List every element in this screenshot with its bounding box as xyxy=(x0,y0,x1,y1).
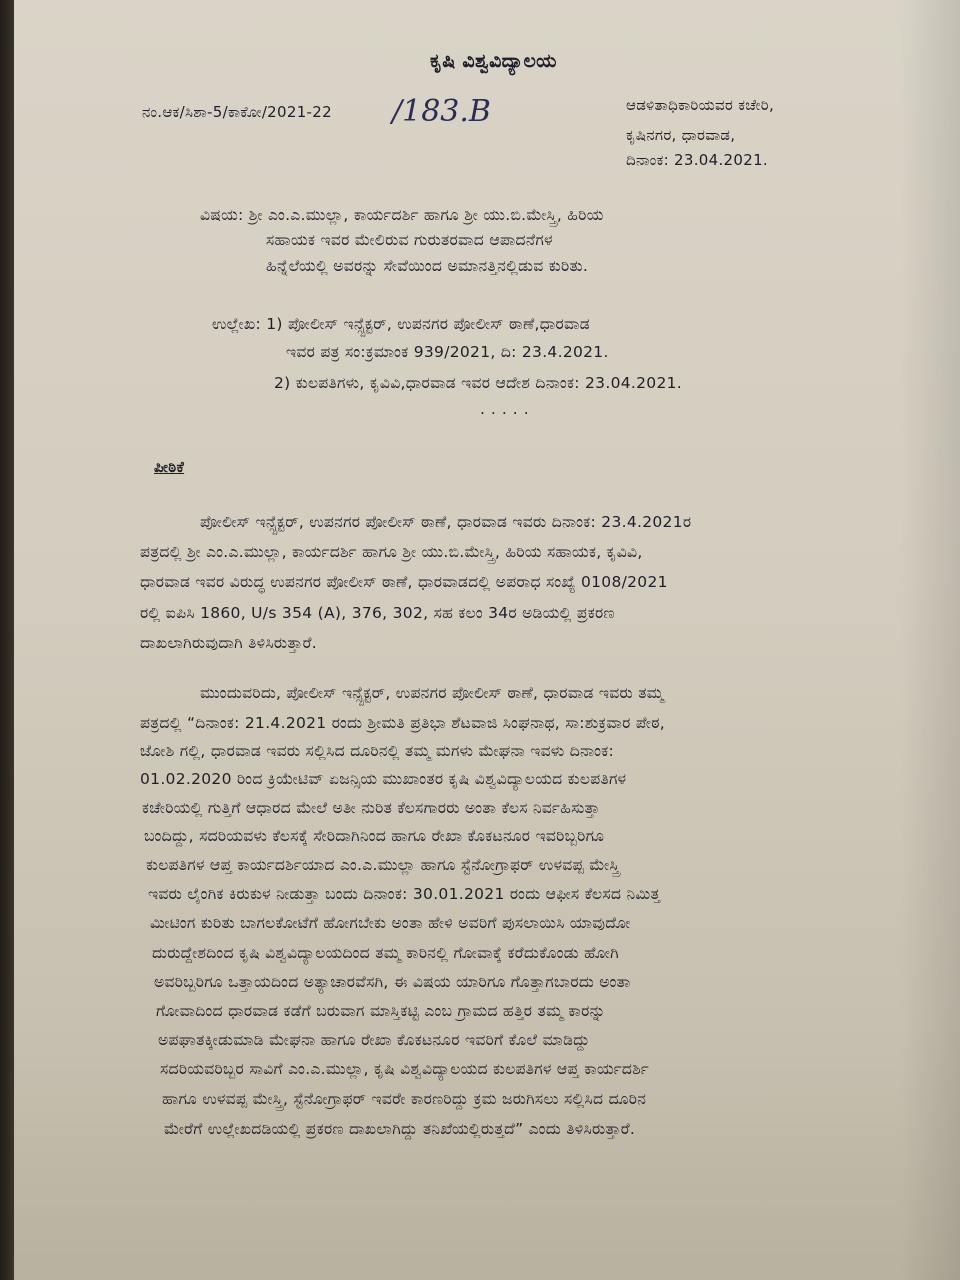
para2-line-7: ಕುಲಪತಿಗಳ ಆಪ್ತ ಕಾರ್ಯದರ್ಶಿಯಾದ ಎಂ.ಎ.ಮುಲ್ಲಾ ಹಾಗೂ ಸ್ಟೆನೋಗ್ರಾಫರ್ ಉಳವಪ್ಪ ಮೇಸ್ತ್ರಿ xyxy=(146,856,620,874)
office-line-1: ಆಡಳಿತಾಧಿಕಾರಿಯವರ ಕಚೇರಿ, xyxy=(626,96,775,114)
subject-line-2: ಸಹಾಯಕ ಇವರ ಮೇಲಿರುವ ಗುರುತರವಾದ ಆಪಾದನೆಗಳ xyxy=(266,231,553,249)
reference-line-1: ಉಲ್ಲೇಖ: 1) ಪೋಲೀಸ್ ಇನ್ಸ್ಪೆಕ್ಟರ್, ಉಪನಗರ ಪೋಲೀಸ್ ಠಾಣೆ,ಧಾರವಾಡ xyxy=(212,315,590,333)
subject-line-3: ಹಿನ್ನೆಲೆಯಲ್ಲಿ ಅವರನ್ನು ಸೇವೆಯಿಂದ ಅಮಾನತ್ತಿನಲ್ಲಿಡುವ ಕುರಿತು. xyxy=(266,257,589,275)
handwritten-number: /183.B xyxy=(392,94,491,129)
para1-line-1: ಪೋಲೀಸ್ ಇನ್ಸ್ಪೆಕ್ಟರ್, ಉಪನಗರ ಪೋಲೀಸ್ ಠಾಣೆ, ಧಾರವಾಡ ಇವರು ದಿನಾಂಕ: 23.4.2021ರ xyxy=(200,513,692,531)
office-date: ದಿನಾಂಕ: 23.04.2021. xyxy=(626,151,768,169)
para1-line-4: ರಲ್ಲಿ ಐಪಿಸಿ 1860, U/s 354 (A), 376, 302, ಸಹ ಕಲಂ 34ರ ಅಡಿಯಲ್ಲಿ ಪ್ರಕರಣ xyxy=(140,604,615,622)
office-line-2: ಕೃಷಿನಗರ, ಧಾರವಾಡ, xyxy=(626,126,736,144)
reference-number: ನಂ.ಆಕ/ಸಿಶಾ-5/ಕಾಕೋ/2021-22 xyxy=(142,103,332,121)
para2-line-4: 01.02.2020 ರಿಂದ ಕ್ರಿಯೇಟಿವ್ ಏಜನ್ಸಿಯ ಮುಖಾಂತರ ಕೃಷಿ ವಿಶ್ವವಿದ್ಯಾಲಯದ ಕುಲಪತಿಗಳ xyxy=(140,770,627,788)
para2-line-10: ದುರುದ್ದೇಶದಿಂದ ಕೃಷಿ ವಿಶ್ವವಿದ್ಯಾಲಯದಿಂದ ತಮ್ಮ ಕಾರಿನಲ್ಲಿ ಗೋವಾಕ್ಕೆ ಕರೆದುಕೊಂಡು ಹೋಗಿ xyxy=(152,944,619,962)
para2-line-9: ಮೀಟಿಂಗ ಕುರಿತು ಬಾಗಲಕೋಟೆಗೆ ಹೋಗಬೇಕು ಅಂತಾ ಹೇಳಿ ಅವರಿಗೆ ಪುಸಲಾಯಿಸಿ ಯಾವುದೋ xyxy=(150,914,631,932)
para2-line-14: ಸದರಿಯವರಿಬ್ಬರ ಸಾವಿಗೆ ಎಂ.ಎ.ಮುಲ್ಲಾ, ಕೃಷಿ ವಿಶ್ವವಿದ್ಯಾಲಯದ ಕುಲಪತಿಗಳ ಆಪ್ತ ಕಾರ್ಯದರ್ಶಿ xyxy=(160,1060,650,1078)
para2-line-13: ಅಪಘಾತಕ್ಕೀಡುಮಾಡಿ ಮೇಘನಾ ಹಾಗೂ ರೇಖಾ ಕೊಕಟನೂರ ಇವರಿಗೆ ಕೊಲೆ ಮಾಡಿದ್ದು xyxy=(158,1031,590,1049)
reference-line-2: ಇವರ ಪತ್ರ ಸಂ:ಕ್ರಮಾಂಕ 939/2021, ದಿ: 23.4.2021. xyxy=(286,343,609,361)
para2-line-8: ಇವರು ಲೈಂಗಿಕ ಕಿರುಕುಳ ನೀಡುತ್ತಾ ಬಂದು ದಿನಾಂಕ: 30.01.2021 ರಂದು ಆಫೀಸ ಕೆಲಸದ ನಿಮಿತ್ತ xyxy=(148,885,661,903)
para2-line-3: ಜೋಶಿ ಗಲ್ಲಿ, ಧಾರವಾಡ ಇವರು ಸಲ್ಲಿಸಿದ ದೂರಿನಲ್ಲಿ ತಮ್ಮ ಮಗಳು ಮೇಘನಾ ಇವಳು ದಿನಾಂಕ: xyxy=(140,742,615,760)
university-title: ಕೃಷಿ ವಿಶ್ವವಿದ್ಯಾಲಯ xyxy=(430,50,557,72)
subject-line-1: ವಿಷಯ: ಶ್ರೀ ಎಂ.ಎ.ಮುಲ್ಲಾ, ಕಾರ್ಯದರ್ಶಿ ಹಾಗೂ ಶ್ರೀ ಯು.ಬಿ.ಮೇಸ್ತ್ರಿ, ಹಿರಿಯ xyxy=(200,206,604,224)
para2-line-15: ಹಾಗೂ ಉಳವಪ್ಪ ಮೇಸ್ತ್ರಿ, ಸ್ಟೆನೋಗ್ರಾಫರ್ ಇವರೇ ಕಾರಣರಿದ್ದು ಕ್ರಮ ಜರುಗಿಸಲು ಸಲ್ಲಿಸಿದ ದೂರಿನ xyxy=(162,1090,647,1108)
para2-line-6: ಬಂದಿದ್ದು, ಸದರಿಯವಳು ಕೆಲಸಕ್ಕೆ ಸೇರಿದಾಗಿನಿಂದ ಹಾಗೂ ರೇಖಾ ಕೊಕಟನೂರ ಇವರಿಬ್ಬರಿಗೂ xyxy=(144,827,605,845)
para2-line-1: ಮುಂದುವರಿದು, ಪೋಲೀಸ್ ಇನ್ಸ್ಪೆಕ್ಟರ್, ಉಪನಗರ ಪೋಲೀಸ್ ಠಾಣೆ, ಧಾರವಾಡ ಇವರು ತಮ್ಮ xyxy=(200,684,664,702)
para1-line-3: ಧಾರವಾಡ ಇವರ ವಿರುದ್ಧ ಉಪನಗರ ಪೋಲೀಸ್ ಠಾಣೆ, ಧಾರವಾಡದಲ್ಲಿ ಅಪರಾಧ ಸಂಖ್ಯೆ 0108/2021 xyxy=(140,573,668,591)
para2-line-12: ಗೋವಾದಿಂದ ಧಾರವಾಡ ಕಡೆಗೆ ಬರುವಾಗ ಮಾಸ್ತಿಕಟ್ಟಿ ಎಂಬ ಗ್ರಾಮದ ಹತ್ತಿರ ತಮ್ಮ ಕಾರನ್ನು xyxy=(156,1002,606,1020)
para2-line-11: ಅವರಿಬ್ಬರಿಗೂ ಒತ್ತಾಯದಿಂದ ಅತ್ಯಾಚಾರವೆಸಗಿ, ಈ ವಿಷಯ ಯಾರಿಗೂ ಗೊತ್ತಾಗಬಾರದು ಅಂತಾ xyxy=(154,973,631,991)
para2-line-2: ಪತ್ರದಲ್ಲಿ “ದಿನಾಂಕ: 21.4.2021 ರಂದು ಶ್ರೀಮತಿ ಪ್ರತಿಭಾ ಶೆಟವಾಜಿ ಸಿಂಘನಾಥ, ಸಾ:ಶುಕ್ರವಾರ ಪೇಠ, xyxy=(140,714,665,732)
preamble-heading: ಪೀಠಿಕೆ xyxy=(154,458,185,476)
document-sheet xyxy=(14,0,960,1280)
reference-line-3: 2) ಕುಲಪತಿಗಳು, ಕೃವಿವಿ,ಧಾರವಾಡ ಇವರ ಆದೇಶ ದಿನಾಂಕ: 23.04.2021. xyxy=(274,374,682,392)
para2-line-16: ಮೇರೆಗೆ ಉಲ್ಲೇಖದಡಿಯಲ್ಲಿ ಪ್ರಕರಣ ದಾಖಲಾಗಿದ್ದು ತನಿಖೆಯಲ್ಲಿರುತ್ತದೆ” ಎಂದು ತಿಳಿಸಿರುತ್ತಾರೆ. xyxy=(164,1120,636,1138)
para2-line-5: ಕಚೇರಿಯಲ್ಲಿ ಗುತ್ತಿಗೆ ಆಧಾರದ ಮೇಲೆ ಅತೀ ನುರಿತ ಕೆಲಸಗಾರರು ಅಂತಾ ಕೆಲಸ ನಿರ್ವಹಿಸುತ್ತಾ xyxy=(142,799,600,817)
para1-line-2: ಪತ್ರದಲ್ಲಿ ಶ್ರೀ ಎಂ.ಎ.ಮುಲ್ಲಾ, ಕಾರ್ಯದರ್ಶಿ ಹಾಗೂ ಶ್ರೀ ಯು.ಬಿ.ಮೇಸ್ತ್ರಿ, ಹಿರಿಯ ಸಹಾಯಕ, ಕೃವಿವಿ, xyxy=(140,543,643,561)
separator-dots: ..... xyxy=(480,400,535,418)
para1-line-5: ದಾಖಲಾಗಿರುವುದಾಗಿ ತಿಳಿಸಿರುತ್ತಾರೆ. xyxy=(140,634,317,652)
